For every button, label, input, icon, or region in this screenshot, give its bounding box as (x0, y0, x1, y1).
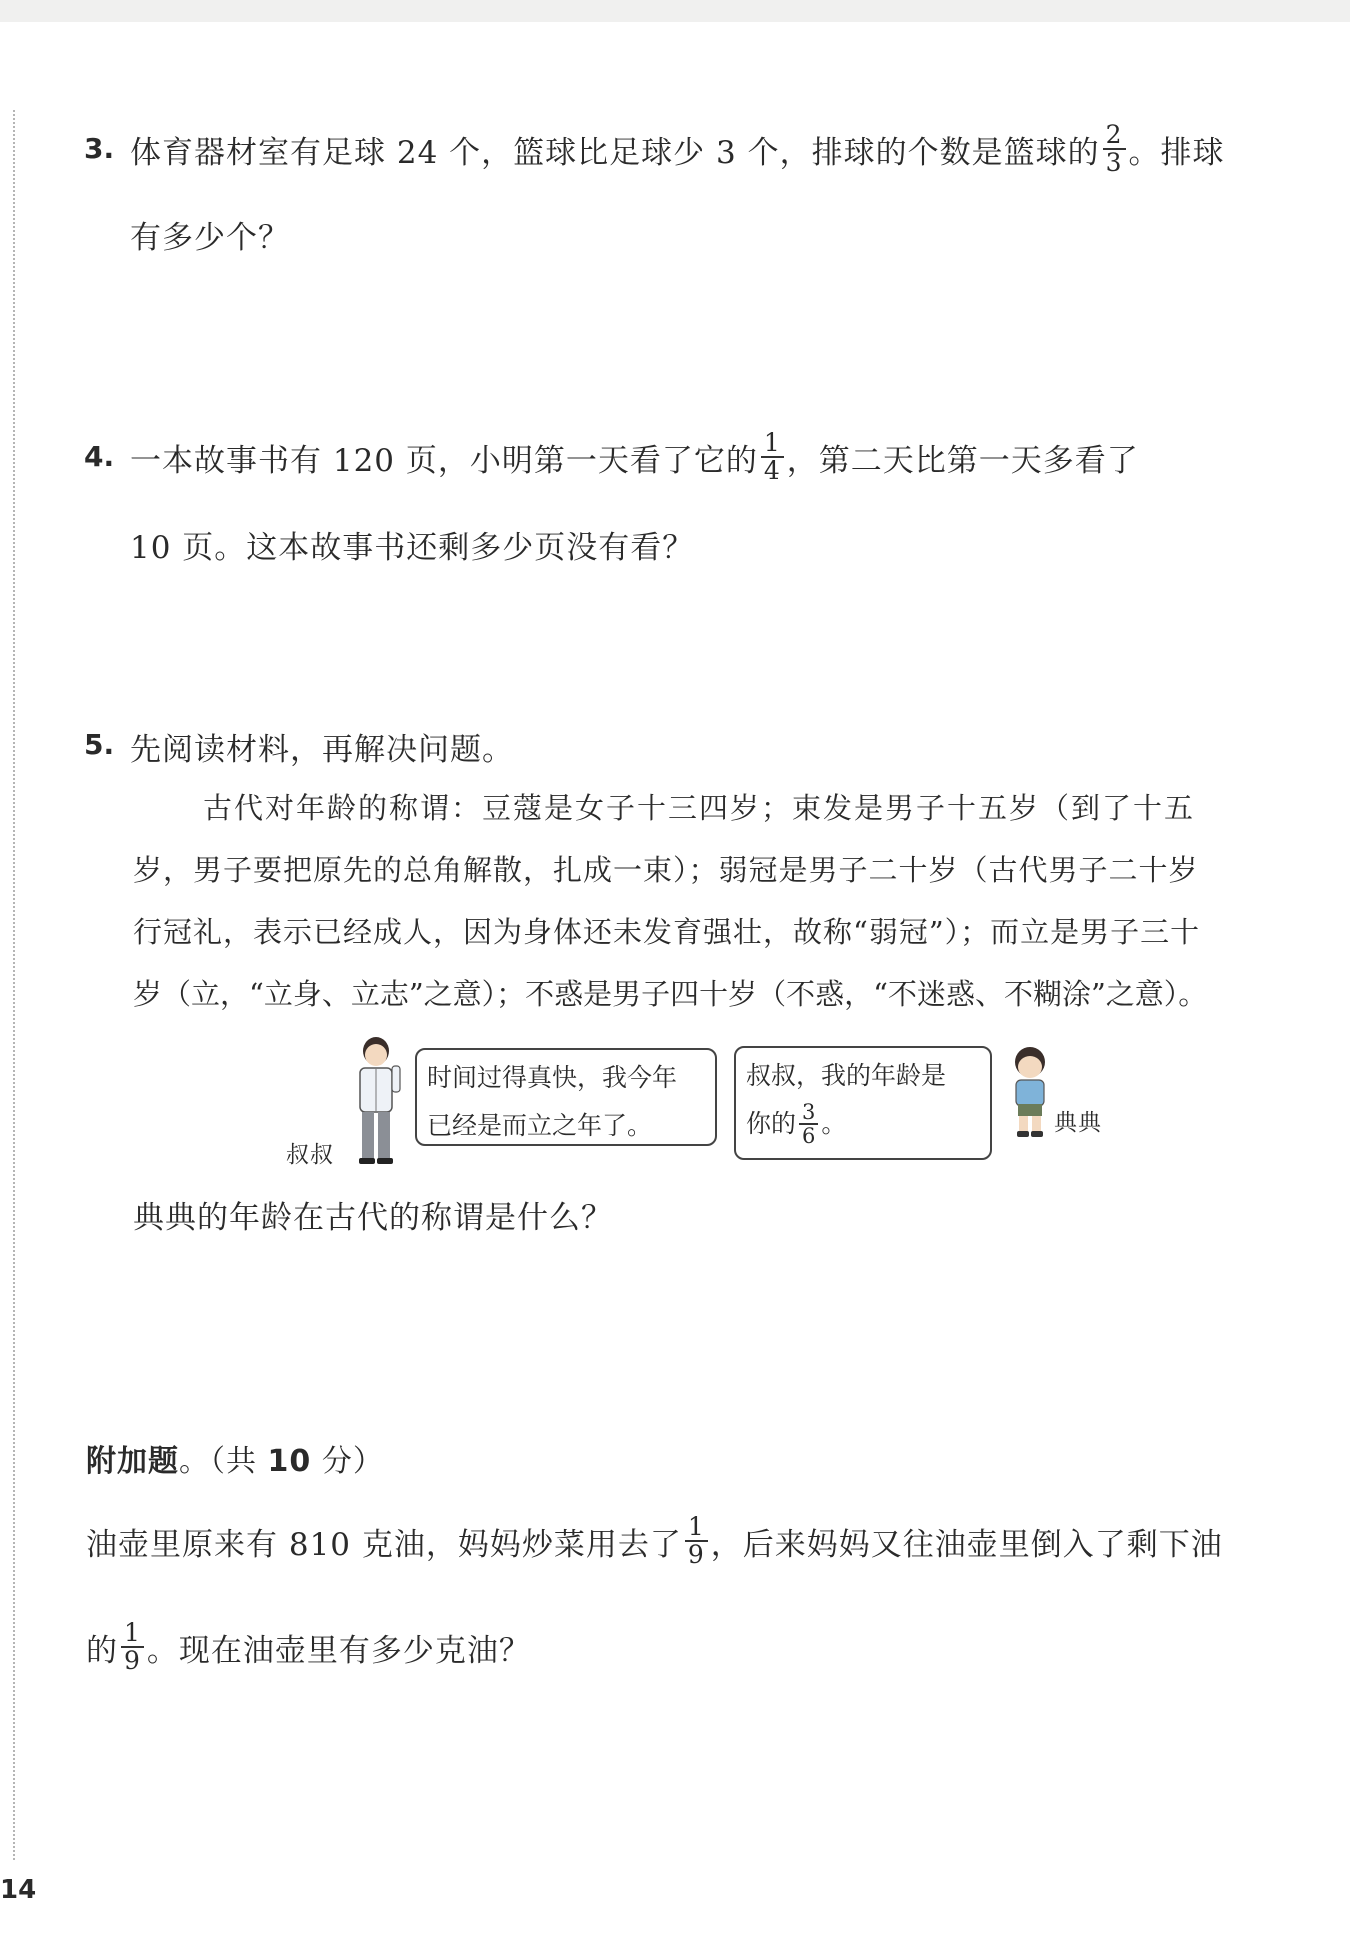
child-speech-text: 你的 (746, 1109, 797, 1138)
q5-material-line4: 岁（立，“立身、立志”之意）；不惑是男子四十岁（不惑，“不迷惑、不糊涂”之意）。 (133, 977, 1208, 1011)
uncle-label: 叔叔 (286, 1142, 334, 1168)
bonus-frac2-denominator: 9 (124, 1646, 141, 1675)
uncle-speech-line2: 已经是而立之年了。 (427, 1111, 653, 1140)
q3-frac-numerator: 2 (1103, 122, 1126, 150)
q5-number: 5. (84, 728, 115, 761)
bonus-text-d: 。现在油壶里有多少克油？ (146, 1632, 531, 1669)
uncle-speech-line1: 时间过得真快，我今年 (427, 1063, 678, 1092)
bonus-title-label: 附加题 (86, 1444, 179, 1479)
bonus-frac2-numerator: 1 (121, 1620, 144, 1648)
bonus-text-c: 的 (86, 1632, 118, 1669)
child-speech-line1: 叔叔，我的年龄是 (746, 1061, 947, 1090)
q3-line2: 有多少个？ (130, 220, 290, 256)
q5-material-line1: 古代对年龄的称谓：豆蔻是女子十三四岁；束发是男子十五岁（到了十五 (203, 791, 1196, 825)
child-speech-bubble (734, 1046, 992, 1160)
uncle-illustration (348, 1036, 406, 1166)
q3-text-a: 体育器材室有足球 24 个，篮球比足球少 3 个，排球的个数是篮球的 (130, 134, 1100, 171)
child-label: 典典 (1054, 1110, 1102, 1136)
q4-frac-denominator: 4 (763, 456, 781, 485)
bonus-frac1-denominator: 9 (687, 1540, 705, 1569)
child-frac-denominator: 6 (802, 1124, 816, 1148)
q4-frac-numerator: 1 (761, 430, 784, 458)
q4-text-b: ，第二天比第一天多看了 (786, 442, 1139, 479)
bonus-fraction-2 (121, 1617, 144, 1675)
binding-margin-line (13, 110, 15, 1860)
q5-intro: 先阅读材料，再解决问题。 (130, 732, 514, 768)
bonus-frac1-numerator: 1 (685, 1514, 708, 1542)
q5-material-line2: 岁，男子要把原先的总角解散，扎成一束）；弱冠是男子二十岁（古代男子二十岁 (133, 853, 1199, 887)
q3-line1 (130, 110, 1225, 188)
bonus-title-end: 分） (311, 1444, 384, 1479)
bonus-line2 (86, 1608, 531, 1686)
q4-line1 (130, 418, 1139, 496)
child-fraction (799, 1101, 818, 1147)
child-speech-line2 (746, 1100, 980, 1148)
bonus-title (86, 1436, 384, 1480)
q4-fraction (761, 427, 784, 485)
bonus-text-a: 油壶里原来有 810 克油，妈妈炒菜用去了 (86, 1526, 682, 1563)
q5-material-line3: 行冠礼，表示已经成人，因为身体还未发育强壮，故称“弱冠”）；而立是男子三十 (133, 915, 1201, 949)
q4-text-a: 一本故事书有 120 页，小明第一天看了它的 (130, 442, 758, 479)
page-number: 14 (0, 1875, 37, 1905)
child-illustration (1008, 1046, 1052, 1138)
bonus-line1 (86, 1502, 1223, 1580)
q5-question: 典典的年龄在古代的称谓是什么？ (133, 1200, 613, 1236)
uncle-speech-bubble (415, 1048, 717, 1146)
q3-fraction (1103, 119, 1126, 177)
q3-number: 3. (84, 132, 115, 165)
q4-line2: 10 页。这本故事书还剩多少页没有看？ (130, 530, 695, 566)
bonus-title-paren: 。（共 (179, 1444, 268, 1479)
q3-text-b: 。排球 (1128, 134, 1225, 171)
child-speech-end: 。 (821, 1109, 847, 1138)
bonus-points: 10 (267, 1444, 312, 1479)
q4-number: 4. (84, 440, 115, 473)
q3-frac-denominator: 3 (1105, 148, 1123, 177)
bonus-text-b: ，后来妈妈又往油壶里倒入了剩下油 (710, 1526, 1223, 1563)
child-frac-numerator: 3 (799, 1101, 818, 1125)
bonus-fraction-1 (685, 1511, 708, 1569)
